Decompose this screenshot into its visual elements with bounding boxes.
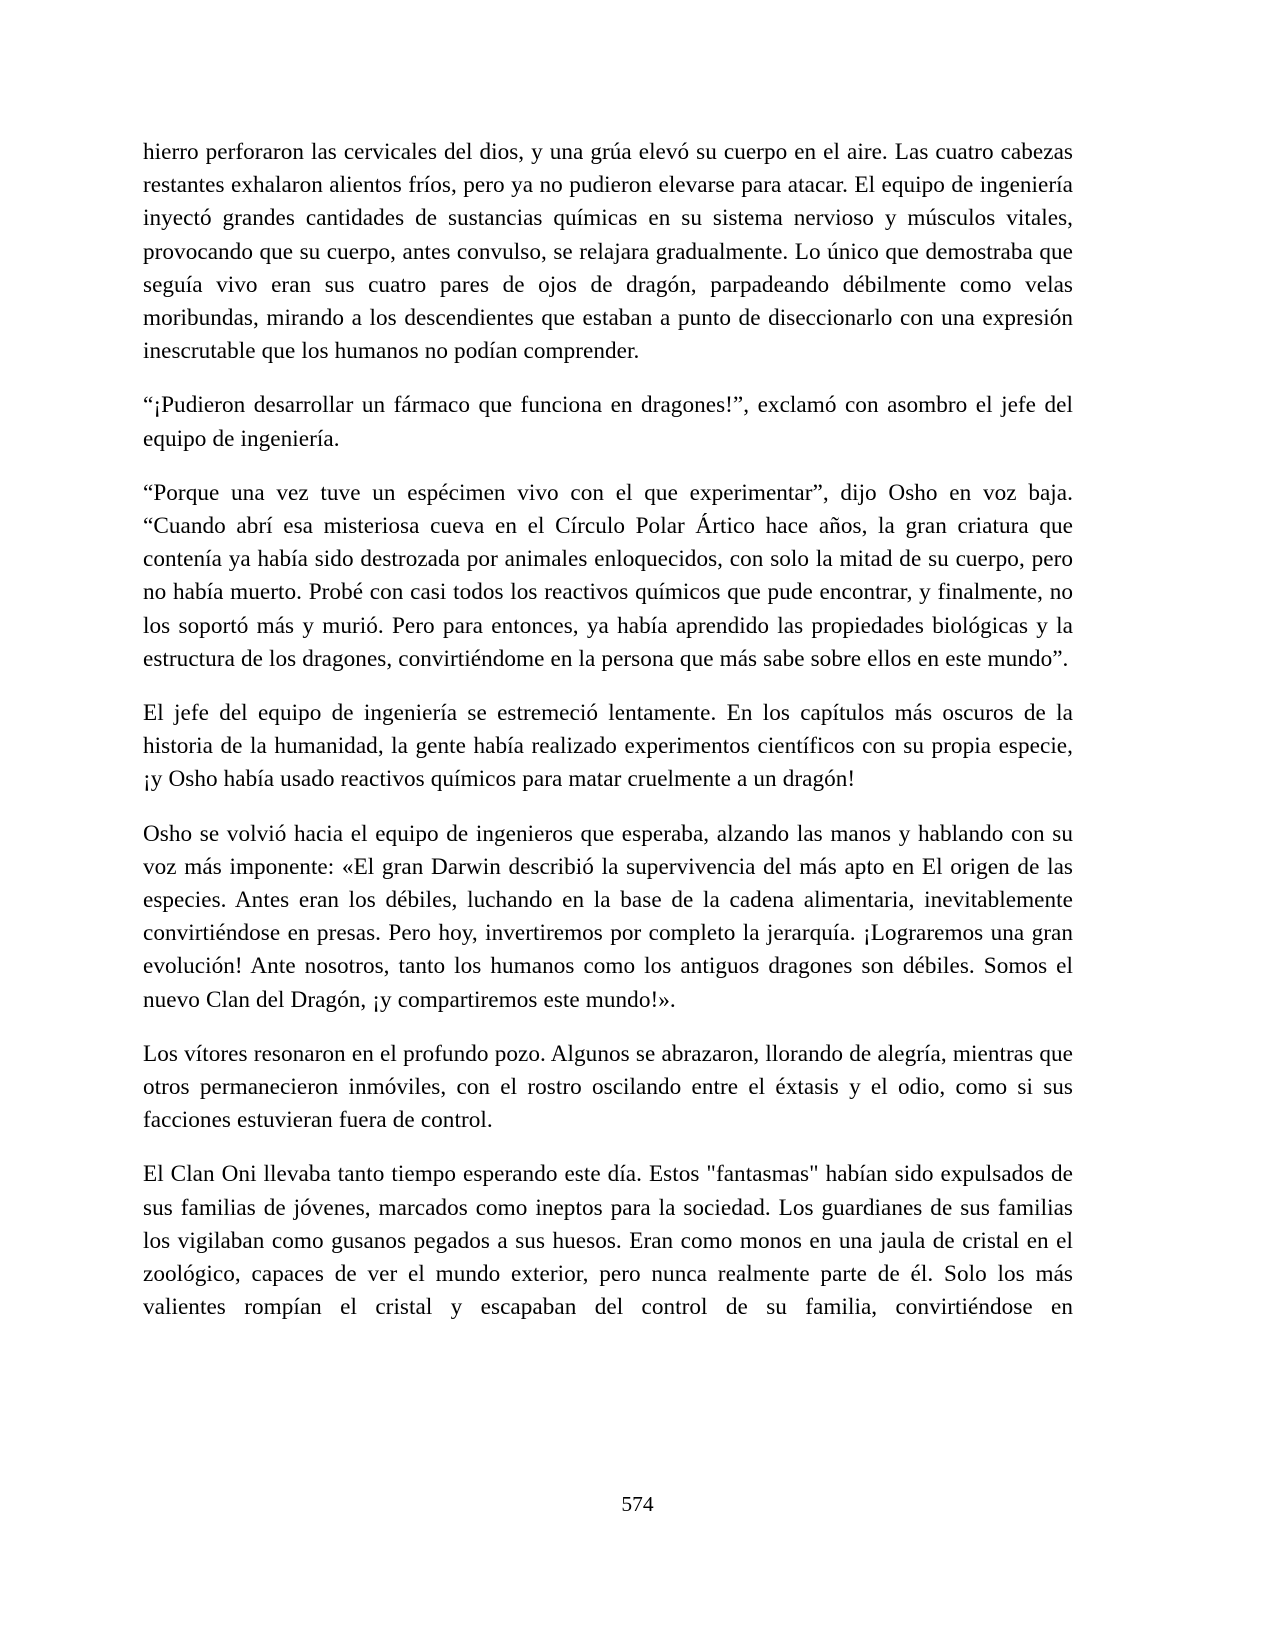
body-paragraph: Los vítores resonaron en el profundo pozo. Algunos se abrazaron, llorando de alegría, mientras que otros permanecieron inmóviles, con el rostro oscilando entre el éxtasis y el odio, como si sus facciones estuvieran fuera de control. — [143, 1040, 1073, 1134]
page-body-text — [143, 136, 1073, 1325]
body-paragraph: “¡Pudieron desarrollar un fármaco que funciona en dragones!”, exclamó con asombro el jefe del equipo de ingeniería. — [143, 392, 1073, 452]
body-paragraph: El Clan Oni llevaba tanto tiempo esperando este día. Estos "fantasmas" habían sido expulsados de sus familias de jóvenes, marcados como ineptos para la sociedad. Los guardianes de sus familias los vigilaban como gusanos pegados a sus huesos. Eran como monos en una jaula de cristal en el zoológico, capaces de ver el mundo exterior, pero nunca realmente parte de él. Solo los más valientes rompían el cristal y escapaban del control de su familia, convirtiéndose en — [143, 1161, 1073, 1321]
body-paragraph: hierro perforaron las cervicales del dios, y una grúa elevó su cuerpo en el aire. Las cuatro cabezas restantes exhalaron alientos fríos, pero ya no pudieron elevarse para atacar. El equipo de ingeniería inyectó grandes cantidades de sustancias químicas en su sistema nervioso y músculos vitales, provocando que su cuerpo, antes convulso, se relajara gradualmente. Lo único que demostraba que seguía vivo eran sus cuatro pares de ojos de dragón, parpadeando débilmente como velas moribundas, mirando a los descendientes que estaban a punto de diseccionarlo con una expresión inescrutable que los humanos no podían comprender. — [143, 139, 1073, 365]
page-number: 574 — [621, 1492, 654, 1516]
body-paragraph: “Porque una vez tuve un espécimen vivo con el que experimentar”, dijo Osho en voz baja. “Cuando abrí esa misteriosa cueva en el Círculo Polar Ártico hace años, la gran criatura que contenía ya había sido destrozada por animales enloquecidos, con solo la mitad de su cuerpo, pero no había muerto. Probé con casi todos los reactivos químicos que pude encontrar, y finalmente, no los soportó más y murió. Pero para entonces, ya había aprendido las propiedades biológicas y la estructura de los dragones, convirtiéndome en la persona que más sabe sobre ellos en este mundo”. — [143, 479, 1073, 672]
body-paragraph: El jefe del equipo de ingeniería se estremeció lentamente. En los capítulos más oscuros de la historia de la humanidad, la gente había realizado experimentos científicos con su propia especie, ¡y Osho había usado reactivos químicos para matar cruelmente a un dragón! — [143, 700, 1073, 793]
body-paragraph: Osho se volvió hacia el equipo de ingenieros que esperaba, alzando las manos y hablando con su voz más imponente: «El gran Darwin describió la supervivencia del más apto en El origen de las especies. Antes eran los débiles, luchando en la base de la cadena alimentaria, inevitablemente convirtiéndose en presas. Pero hoy, invertiremos por completo la jerarquía. ¡Lograremos una gran evolución! Ante nosotros, tanto los humanos como los antiguos dragones son débiles. Somos el nuevo Clan del Dragón, ¡y compartiremos este mundo!». — [143, 820, 1073, 1013]
